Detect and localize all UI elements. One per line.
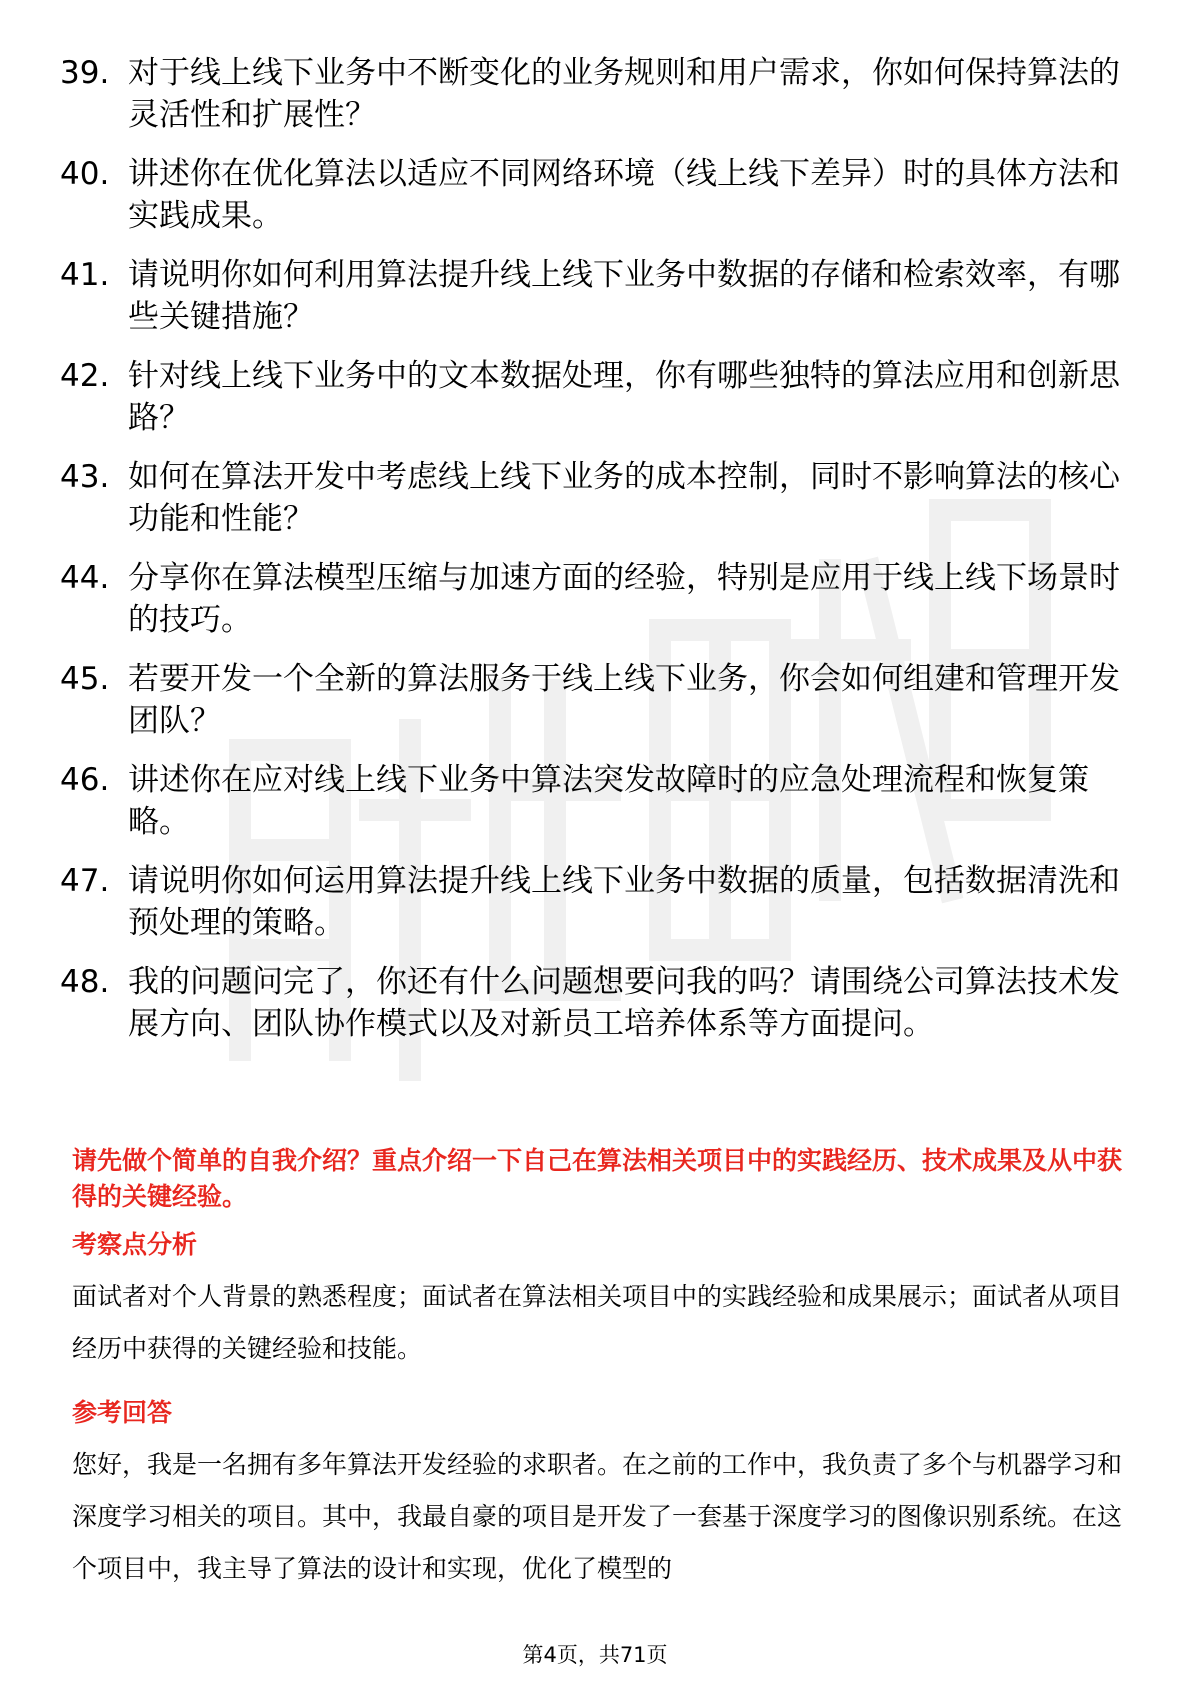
list-item-39 bbox=[60, 52, 1130, 136]
answer-text: 您好，我是一名拥有多年算法开发经验的求职者。在之前的工作中，我负责了多个与机器学习和深度学习相关的项目。其中，我最自豪的项目是开发了一套基于深度学习的图像识别系统。在这个项目中，我主导了算法的设计和实现，优化了模型的 bbox=[72, 1450, 1123, 1583]
intro-question: 请先做个简单的自我介绍？重点介绍一下自己在算法相关项目中的实践经历、技术成果及从中获得的关键经验。 bbox=[72, 1146, 1123, 1211]
list-item-43 bbox=[60, 456, 1130, 540]
question-number: 43. bbox=[60, 459, 110, 495]
question-number: 44. bbox=[60, 560, 110, 596]
question-number: 48. bbox=[60, 964, 110, 1000]
list-item-46 bbox=[60, 759, 1130, 843]
question-text: 如何在算法开发中考虑线上线下业务的成本控制，同时不影响算法的核心功能和性能？ bbox=[128, 459, 1120, 537]
question-text: 针对线上线下业务中的文本数据处理，你有哪些独特的算法应用和创新思路？ bbox=[128, 358, 1120, 436]
question-number: 40. bbox=[60, 156, 110, 192]
question-text: 讲述你在优化算法以适应不同网络环境（线上线下差异）时的具体方法和实践成果。 bbox=[128, 156, 1120, 234]
question-text: 请说明你如何运用算法提升线上线下业务中数据的质量，包括数据清洗和预处理的策略。 bbox=[128, 863, 1120, 941]
question-text: 我的问题问完了，你还有什么问题想要问我的吗？请围绕公司算法技术发展方向、团队协作模式以及对新员工培养体系等方面提问。 bbox=[128, 964, 1120, 1042]
question-number: 41. bbox=[60, 257, 110, 293]
question-text: 对于线上线下业务中不断变化的业务规则和用户需求，你如何保持算法的灵活性和扩展性？ bbox=[128, 55, 1120, 133]
list-item-40 bbox=[60, 153, 1130, 237]
list-item-47 bbox=[60, 860, 1130, 944]
page-footer: 第4页，共71页 bbox=[522, 1643, 668, 1667]
list-item-48 bbox=[60, 961, 1130, 1045]
question-text: 若要开发一个全新的算法服务于线上线下业务，你会如何组建和管理开发团队？ bbox=[128, 661, 1120, 739]
answer-heading: 参考回答 bbox=[72, 1398, 173, 1427]
analysis-heading: 考察点分析 bbox=[72, 1230, 198, 1259]
question-number: 42. bbox=[60, 358, 110, 394]
analysis-text: 面试者对个人背景的熟悉程度；面试者在算法相关项目中的实践经验和成果展示；面试者从项目经历中获得的关键经验和技能。 bbox=[72, 1282, 1123, 1363]
question-text: 讲述你在应对线上线下业务中算法突发故障时的应急处理流程和恢复策略。 bbox=[128, 762, 1089, 840]
question-list bbox=[60, 52, 1130, 1062]
intro-section bbox=[72, 1143, 1122, 1595]
list-item-45 bbox=[60, 658, 1130, 742]
question-number: 47. bbox=[60, 863, 110, 899]
list-item-41 bbox=[60, 254, 1130, 338]
question-number: 46. bbox=[60, 762, 110, 798]
question-number: 45. bbox=[60, 661, 110, 697]
question-text: 请说明你如何利用算法提升线上线下业务中数据的存储和检索效率，有哪些关键措施？ bbox=[128, 257, 1120, 335]
question-text: 分享你在算法模型压缩与加速方面的经验，特别是应用于线上线下场景时的技巧。 bbox=[128, 560, 1120, 638]
question-number: 39. bbox=[60, 55, 110, 91]
list-item-44 bbox=[60, 557, 1130, 641]
list-item-42 bbox=[60, 355, 1130, 439]
